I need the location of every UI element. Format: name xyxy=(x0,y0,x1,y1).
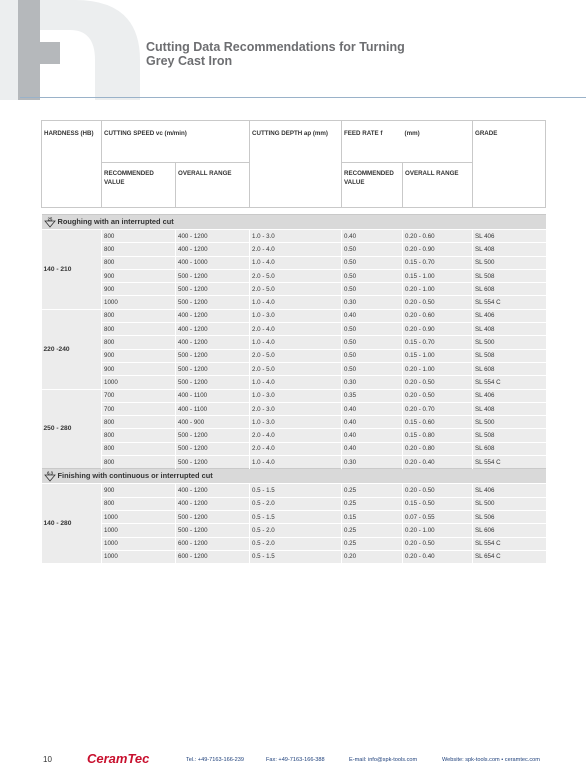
depth-cell: 1.0 - 4.0 xyxy=(250,456,342,469)
feed-recommended-cell: 0.30 xyxy=(342,296,403,309)
speed-range-cell: 400 - 1200 xyxy=(176,336,250,349)
surface-finish-icon xyxy=(44,217,56,227)
speed-recommended-cell: 1000 xyxy=(102,537,176,550)
surface-finish-icon xyxy=(44,471,56,481)
depth-cell: 1.0 - 3.0 xyxy=(250,309,342,322)
feed-range-cell: 0.20 - 0.50 xyxy=(403,537,473,550)
speed-recommended-cell: 900 xyxy=(102,269,176,282)
speed-recommended-cell: 700 xyxy=(102,402,176,415)
speed-range-cell: 600 - 1200 xyxy=(176,550,250,563)
speed-recommended-cell: 800 xyxy=(102,336,176,349)
grade-cell: SL 500 xyxy=(473,497,546,510)
depth-cell: 2.0 - 5.0 xyxy=(250,269,342,282)
title-divider xyxy=(20,97,586,98)
feed-range-cell: 0.20 - 0.70 xyxy=(403,402,473,415)
feed-range-cell: 0.15 - 0.60 xyxy=(403,416,473,429)
speed-recommended-cell: 900 xyxy=(102,349,176,362)
feed-recommended-cell: 0.50 xyxy=(342,243,403,256)
footer-tel: Tel.: +49-7163-166-239 xyxy=(186,757,244,763)
speed-recommended-cell: 800 xyxy=(102,323,176,336)
table-row xyxy=(42,256,546,269)
speed-range-cell: 400 - 1200 xyxy=(176,243,250,256)
header-cutting-depth: CUTTING DEPTH ap (mm) xyxy=(250,121,342,208)
feed-range-cell: 0.15 - 1.00 xyxy=(403,349,473,362)
subheader-feed-overall: OVERALL RANGE xyxy=(403,163,473,208)
depth-cell: 1.0 - 3.0 xyxy=(250,230,342,243)
table-row xyxy=(42,442,546,455)
table-row xyxy=(42,416,546,429)
feed-recommended-cell: 0.30 xyxy=(342,456,403,469)
depth-cell: 1.0 - 4.0 xyxy=(250,256,342,269)
depth-cell: 1.0 - 4.0 xyxy=(250,376,342,389)
grade-cell: SL 508 xyxy=(473,269,546,282)
speed-recommended-cell: 900 xyxy=(102,484,176,497)
hardness-cell: 220 -240 xyxy=(42,309,102,389)
header-hardness: HARDNESS (HB) xyxy=(42,121,102,208)
speed-range-cell: 400 - 1200 xyxy=(176,323,250,336)
speed-recommended-cell: 1000 xyxy=(102,296,176,309)
feed-recommended-cell: 0.25 xyxy=(342,537,403,550)
feed-recommended-cell: 0.50 xyxy=(342,269,403,282)
table-row xyxy=(42,402,546,415)
subheader-feed-recommended: RECOMMENDED VALUE xyxy=(342,163,403,208)
feed-range-cell: 0.20 - 1.00 xyxy=(403,283,473,296)
speed-range-cell: 400 - 1200 xyxy=(176,484,250,497)
feed-recommended-cell: 0.15 xyxy=(342,510,403,523)
grade-cell: SL 554 C xyxy=(473,537,546,550)
depth-cell: 2.0 - 4.0 xyxy=(250,323,342,336)
grade-cell: SL 500 xyxy=(473,256,546,269)
speed-range-cell: 500 - 1200 xyxy=(176,510,250,523)
hardness-cell: 140 - 280 xyxy=(42,484,102,563)
speed-range-cell: 500 - 1200 xyxy=(176,283,250,296)
depth-cell: 1.0 - 3.0 xyxy=(250,389,342,402)
feed-recommended-cell: 0.50 xyxy=(342,283,403,296)
grade-cell: SL 406 xyxy=(473,309,546,322)
speed-recommended-cell: 800 xyxy=(102,429,176,442)
feed-range-cell: 0.20 - 0.80 xyxy=(403,442,473,455)
feed-range-cell: 0.20 - 0.40 xyxy=(403,456,473,469)
speed-range-cell: 400 - 1200 xyxy=(176,230,250,243)
speed-recommended-cell: 1000 xyxy=(102,550,176,563)
table-row xyxy=(42,429,546,442)
ceramtec-logo: CeramTec xyxy=(87,751,150,766)
table-row xyxy=(42,323,546,336)
surface-finish-value: 6.3 xyxy=(46,471,53,476)
speed-range-cell: 400 - 1000 xyxy=(176,256,250,269)
feed-recommended-cell: 0.35 xyxy=(342,389,403,402)
grade-cell: SL 408 xyxy=(473,243,546,256)
grade-cell: SL 506 xyxy=(473,510,546,523)
speed-range-cell: 400 - 1200 xyxy=(176,497,250,510)
header-feed-rate: FEED RATE f xyxy=(342,121,403,163)
speed-recommended-cell: 700 xyxy=(102,389,176,402)
cutting-data-table xyxy=(41,120,546,563)
footer-email[interactable]: E-mail: info@spk-tools.com xyxy=(349,757,418,763)
header-feed-unit: (mm) xyxy=(403,121,473,163)
speed-range-cell: 500 - 1200 xyxy=(176,429,250,442)
feed-recommended-cell: 0.50 xyxy=(342,336,403,349)
speed-range-cell: 500 - 1200 xyxy=(176,362,250,375)
section-label: Roughing with an interrupted cut xyxy=(57,216,174,226)
surface-finish-value: 25 xyxy=(47,217,52,222)
speed-range-cell: 500 - 1200 xyxy=(176,296,250,309)
table-row xyxy=(42,510,546,523)
hardness-cell: 250 - 280 xyxy=(42,389,102,469)
depth-cell: 0.5 - 1.5 xyxy=(250,510,342,523)
feed-recommended-cell: 0.50 xyxy=(342,349,403,362)
speed-recommended-cell: 900 xyxy=(102,283,176,296)
grade-cell: SL 500 xyxy=(473,336,546,349)
grade-cell: SL 508 xyxy=(473,429,546,442)
speed-range-cell: 400 - 1100 xyxy=(176,402,250,415)
table-row xyxy=(42,524,546,537)
grade-cell: SL 554 C xyxy=(473,376,546,389)
grade-cell: SL 406 xyxy=(473,230,546,243)
table-row xyxy=(42,389,546,402)
table-row xyxy=(42,349,546,362)
grade-cell: SL 608 xyxy=(473,362,546,375)
table-row xyxy=(42,243,546,256)
table-row xyxy=(42,484,546,497)
title-line-2: Grey Cast Iron xyxy=(146,54,233,68)
table-row xyxy=(42,309,546,322)
feed-range-cell: 0.20 - 1.00 xyxy=(403,362,473,375)
speed-recommended-cell: 800 xyxy=(102,416,176,429)
depth-cell: 2.0 - 4.0 xyxy=(250,442,342,455)
depth-cell: 2.0 - 5.0 xyxy=(250,362,342,375)
speed-recommended-cell: 800 xyxy=(102,256,176,269)
feed-recommended-cell: 0.50 xyxy=(342,323,403,336)
grade-cell: SL 408 xyxy=(473,402,546,415)
header-cutting-speed: CUTTING SPEED vc (m/min) xyxy=(102,121,250,163)
speed-range-cell: 400 - 1200 xyxy=(176,309,250,322)
speed-recommended-cell: 1000 xyxy=(102,524,176,537)
table-row xyxy=(42,376,546,389)
feed-range-cell: 0.20 - 0.40 xyxy=(403,550,473,563)
page-title xyxy=(146,40,405,68)
feed-range-cell: 0.20 - 0.50 xyxy=(403,296,473,309)
table-row xyxy=(42,537,546,550)
speed-recommended-cell: 800 xyxy=(102,309,176,322)
subheader-speed-recommended: RECOMMENDED VALUE xyxy=(102,163,176,208)
feed-range-cell: 0.20 - 1.00 xyxy=(403,524,473,537)
speed-recommended-cell: 1000 xyxy=(102,376,176,389)
speed-range-cell: 500 - 1200 xyxy=(176,349,250,362)
spk-logo-mark xyxy=(0,0,140,100)
speed-range-cell: 600 - 1200 xyxy=(176,537,250,550)
table-row xyxy=(42,362,546,375)
depth-cell: 0.5 - 2.0 xyxy=(250,537,342,550)
grade-cell: SL 554 C xyxy=(473,296,546,309)
depth-cell: 1.0 - 4.0 xyxy=(250,336,342,349)
table-row xyxy=(42,550,546,563)
feed-range-cell: 0.15 - 0.80 xyxy=(403,429,473,442)
feed-recommended-cell: 0.25 xyxy=(342,484,403,497)
depth-cell: 2.0 - 4.0 xyxy=(250,243,342,256)
header-grade: GRADE xyxy=(473,121,546,208)
depth-cell: 2.0 - 5.0 xyxy=(250,349,342,362)
feed-range-cell: 0.20 - 0.90 xyxy=(403,243,473,256)
table-row xyxy=(42,497,546,510)
speed-recommended-cell: 800 xyxy=(102,243,176,256)
hardness-cell: 140 - 210 xyxy=(42,230,102,310)
depth-cell: 0.5 - 2.0 xyxy=(250,497,342,510)
feed-recommended-cell: 0.50 xyxy=(342,256,403,269)
speed-recommended-cell: 900 xyxy=(102,362,176,375)
feed-range-cell: 0.20 - 0.90 xyxy=(403,323,473,336)
title-line-1: Cutting Data Recommendations for Turning xyxy=(146,40,405,54)
feed-recommended-cell: 0.20 xyxy=(342,550,403,563)
section-header xyxy=(42,469,546,484)
grade-cell: SL 608 xyxy=(473,442,546,455)
table-row xyxy=(42,336,546,349)
feed-recommended-cell: 0.40 xyxy=(342,416,403,429)
feed-recommended-cell: 0.40 xyxy=(342,429,403,442)
feed-range-cell: 0.20 - 0.60 xyxy=(403,309,473,322)
feed-range-cell: 0.20 - 0.50 xyxy=(403,484,473,497)
speed-range-cell: 500 - 1200 xyxy=(176,456,250,469)
feed-range-cell: 0.15 - 0.50 xyxy=(403,497,473,510)
feed-recommended-cell: 0.30 xyxy=(342,376,403,389)
cutting-data-body xyxy=(42,215,546,564)
footer-website[interactable]: Website: spk-tools.com • ceramtec.com xyxy=(442,757,540,763)
grade-cell: SL 554 C xyxy=(473,456,546,469)
feed-range-cell: 0.15 - 1.00 xyxy=(403,269,473,282)
section-header xyxy=(42,215,546,230)
grade-cell: SL 500 xyxy=(473,416,546,429)
feed-recommended-cell: 0.25 xyxy=(342,524,403,537)
section-label: Finishing with continuous or interrupted cut xyxy=(57,471,213,481)
depth-cell: 0.5 - 2.0 xyxy=(250,524,342,537)
grade-cell: SL 408 xyxy=(473,323,546,336)
table-row xyxy=(42,456,546,469)
grade-cell: SL 654 C xyxy=(473,550,546,563)
depth-cell: 0.5 - 1.5 xyxy=(250,550,342,563)
depth-cell: 1.0 - 4.0 xyxy=(250,296,342,309)
speed-recommended-cell: 800 xyxy=(102,456,176,469)
feed-range-cell: 0.07 - 0.55 xyxy=(403,510,473,523)
feed-range-cell: 0.20 - 0.60 xyxy=(403,230,473,243)
depth-cell: 2.0 - 5.0 xyxy=(250,283,342,296)
grade-cell: SL 406 xyxy=(473,484,546,497)
feed-recommended-cell: 0.40 xyxy=(342,402,403,415)
feed-recommended-cell: 0.50 xyxy=(342,362,403,375)
feed-range-cell: 0.15 - 0.70 xyxy=(403,336,473,349)
feed-recommended-cell: 0.25 xyxy=(342,497,403,510)
feed-range-cell: 0.20 - 0.50 xyxy=(403,389,473,402)
speed-range-cell: 500 - 1200 xyxy=(176,442,250,455)
speed-recommended-cell: 800 xyxy=(102,497,176,510)
feed-range-cell: 0.20 - 0.50 xyxy=(403,376,473,389)
feed-recommended-cell: 0.40 xyxy=(342,442,403,455)
depth-cell: 2.0 - 3.0 xyxy=(250,402,342,415)
subheader-speed-overall: OVERALL RANGE xyxy=(176,163,250,208)
table-row xyxy=(42,269,546,282)
grade-cell: SL 608 xyxy=(473,283,546,296)
speed-recommended-cell: 800 xyxy=(102,230,176,243)
feed-recommended-cell: 0.40 xyxy=(342,230,403,243)
speed-range-cell: 400 - 1100 xyxy=(176,389,250,402)
grade-cell: SL 606 xyxy=(473,524,546,537)
footer-fax: Fax: +49-7163-166-388 xyxy=(266,757,325,763)
table-row xyxy=(42,296,546,309)
depth-cell: 1.0 - 3.0 xyxy=(250,416,342,429)
speed-recommended-cell: 1000 xyxy=(102,510,176,523)
speed-range-cell: 400 - 900 xyxy=(176,416,250,429)
speed-recommended-cell: 800 xyxy=(102,442,176,455)
table-row xyxy=(42,230,546,243)
grade-cell: SL 406 xyxy=(473,389,546,402)
speed-range-cell: 500 - 1200 xyxy=(176,269,250,282)
feed-recommended-cell: 0.40 xyxy=(342,309,403,322)
depth-cell: 0.5 - 1.5 xyxy=(250,484,342,497)
table-row xyxy=(42,283,546,296)
page-number: 10 xyxy=(43,755,52,764)
grade-cell: SL 508 xyxy=(473,349,546,362)
speed-range-cell: 500 - 1200 xyxy=(176,376,250,389)
speed-range-cell: 500 - 1200 xyxy=(176,524,250,537)
feed-range-cell: 0.15 - 0.70 xyxy=(403,256,473,269)
depth-cell: 2.0 - 4.0 xyxy=(250,429,342,442)
